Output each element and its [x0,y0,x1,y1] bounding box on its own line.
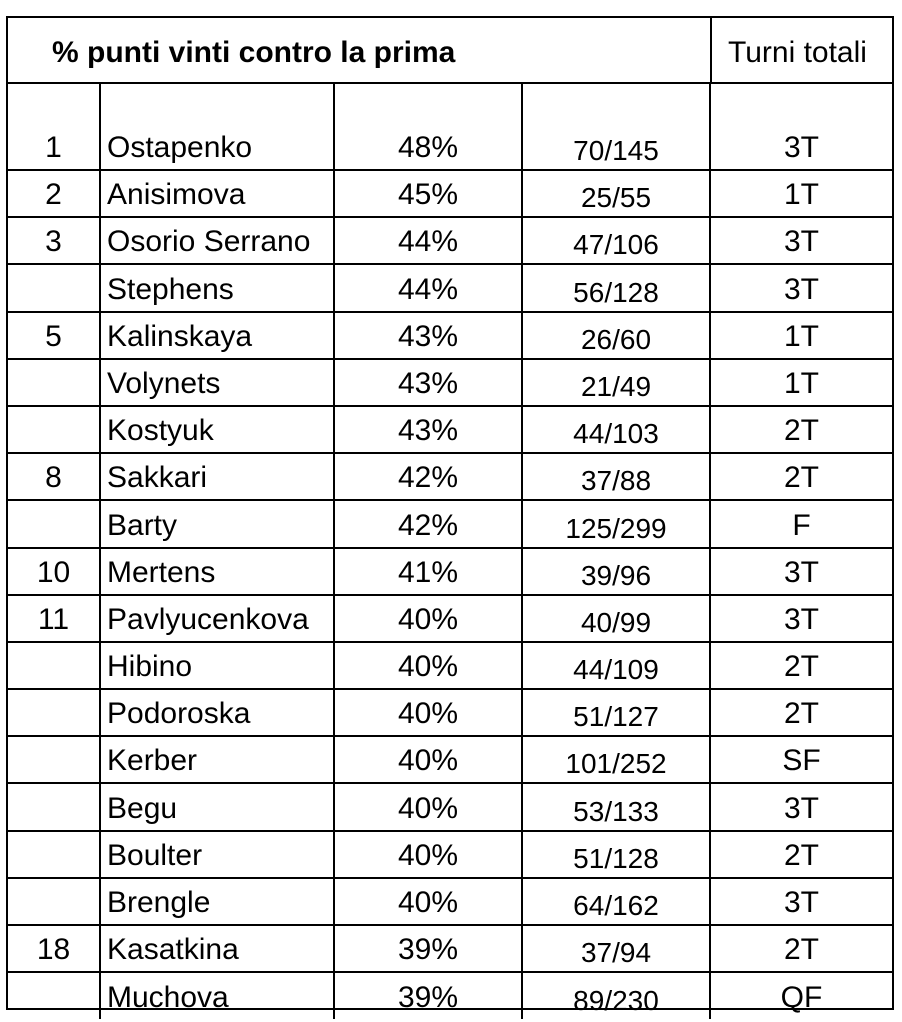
rounds-cell: SF [710,736,892,783]
rounds-cell: 3T [710,595,892,642]
rounds-cell: 3T [710,548,892,595]
percentage-cell: 40% [334,595,522,642]
rounds-cell: QF [710,972,892,1019]
rank-cell [8,783,100,830]
table-row [8,500,892,547]
rank-cell: 2 [8,170,100,217]
rounds-cell: 2T [710,453,892,500]
percentage-cell: 45% [334,170,522,217]
percentage-cell: 40% [334,831,522,878]
rank-cell [8,406,100,453]
percentage-cell: 40% [334,689,522,736]
player-name-cell: Osorio Serrano [100,217,334,264]
rank-cell [8,359,100,406]
rounds-cell: 3T [710,878,892,925]
rounds-cell: 1T [710,312,892,359]
points-fraction-cell: 51/128 [522,831,710,878]
player-name-cell: Kalinskaya [100,312,334,359]
rounds-cell: 2T [710,642,892,689]
points-fraction-cell: 37/94 [522,925,710,972]
table-row [8,595,892,642]
player-name-cell: Brengle [100,878,334,925]
player-name-cell: Kostyuk [100,406,334,453]
rank-cell: 11 [8,595,100,642]
table-row [8,642,892,689]
percentage-cell: 39% [334,925,522,972]
points-fraction-cell: 125/299 [522,500,710,547]
table-row [8,453,892,500]
player-name-cell: Stephens [100,264,334,311]
percentage-cell: 43% [334,312,522,359]
player-name-cell: Mertens [100,548,334,595]
points-fraction-cell: 40/99 [522,595,710,642]
rounds-cell: F [710,500,892,547]
table-header [8,18,892,84]
percentage-cell: 42% [334,453,522,500]
rank-cell [8,831,100,878]
table-row [8,264,892,311]
player-name-cell: Ostapenko [100,84,334,170]
percentage-cell: 42% [334,500,522,547]
table-row [8,312,892,359]
rounds-cell: 3T [710,783,892,830]
points-fraction-cell: 44/103 [522,406,710,453]
rank-cell: 1 [45,131,62,164]
rank-cell [8,878,100,925]
points-fraction-cell: 37/88 [522,453,710,500]
ranking-table-body [8,84,892,1019]
percentage-cell: 44% [334,264,522,311]
rounds-cell: 3T [710,84,892,170]
rank-cell: 3 [8,217,100,264]
rank-cell: 5 [8,312,100,359]
percentage-cell: 44% [334,217,522,264]
rank-cell: 18 [8,925,100,972]
points-fraction-cell: 47/106 [522,217,710,264]
percentage-cell: 41% [334,548,522,595]
table-row [8,972,892,1019]
points-fraction-cell: 25/55 [522,170,710,217]
points-fraction-cell: 51/127 [522,689,710,736]
rank-cell [8,642,100,689]
table-row [8,689,892,736]
player-name-cell: Begu [100,783,334,830]
rank-cell [8,736,100,783]
player-name-cell: Boulter [100,831,334,878]
points-fraction-cell: 21/49 [522,359,710,406]
player-name-cell: Pavlyucenkova [100,595,334,642]
percentage-cell: 40% [334,878,522,925]
rank-cell: 8 [8,453,100,500]
points-fraction-cell: 56/128 [522,264,710,311]
rounds-cell: 2T [710,831,892,878]
table-row [8,736,892,783]
percentage-cell: 40% [334,736,522,783]
table-title: % punti vinti contro la prima [52,36,456,69]
player-name-cell: Muchova [100,972,334,1019]
player-name-cell: Podoroska [100,689,334,736]
points-fraction-cell: 101/252 [522,736,710,783]
rank-cell: 10 [8,548,100,595]
table-row [8,783,892,830]
player-name-cell: Anisimova [100,170,334,217]
rank-cell [8,264,100,311]
rank-cell [8,689,100,736]
rounds-cell: 2T [710,689,892,736]
rank-cell [8,972,100,1019]
points-fraction-cell: 53/133 [522,783,710,830]
points-fraction-cell: 39/96 [522,548,710,595]
player-name-cell: Sakkari [100,453,334,500]
points-fraction-cell: 64/162 [522,878,710,925]
turni-header-cell [710,18,894,82]
rank-cell [8,500,100,547]
player-name-cell: Volynets [100,359,334,406]
rounds-cell: 3T [710,217,892,264]
turni-header-label: Turni totali [728,36,867,69]
points-fraction-cell: 44/109 [522,642,710,689]
points-fraction-cell: 70/145 [522,84,710,170]
points-fraction-cell: 26/60 [522,312,710,359]
table-row [8,878,892,925]
percentage-cell: 48% [334,84,522,170]
table-row [8,548,892,595]
ranking-table-frame [6,16,894,1017]
table-row [8,170,892,217]
percentage-cell: 39% [334,972,522,1019]
rounds-cell: 2T [710,406,892,453]
table-row [8,84,892,170]
points-fraction-cell: 89/230 [522,972,710,1019]
player-name-cell: Hibino [100,642,334,689]
percentage-cell: 43% [334,406,522,453]
table-row [8,925,892,972]
player-name-cell: Kasatkina [100,925,334,972]
percentage-cell: 40% [334,783,522,830]
player-name-cell: Kerber [100,736,334,783]
table-row [8,217,892,264]
table-row [8,359,892,406]
rounds-cell: 3T [710,264,892,311]
rounds-cell: 1T [710,170,892,217]
ranking-table [8,84,892,1019]
rounds-cell: 1T [710,359,892,406]
percentage-cell: 40% [334,642,522,689]
percentage-cell: 43% [334,359,522,406]
table-row [8,406,892,453]
player-name-cell: Barty [100,500,334,547]
rounds-cell: 2T [710,925,892,972]
table-row [8,831,892,878]
